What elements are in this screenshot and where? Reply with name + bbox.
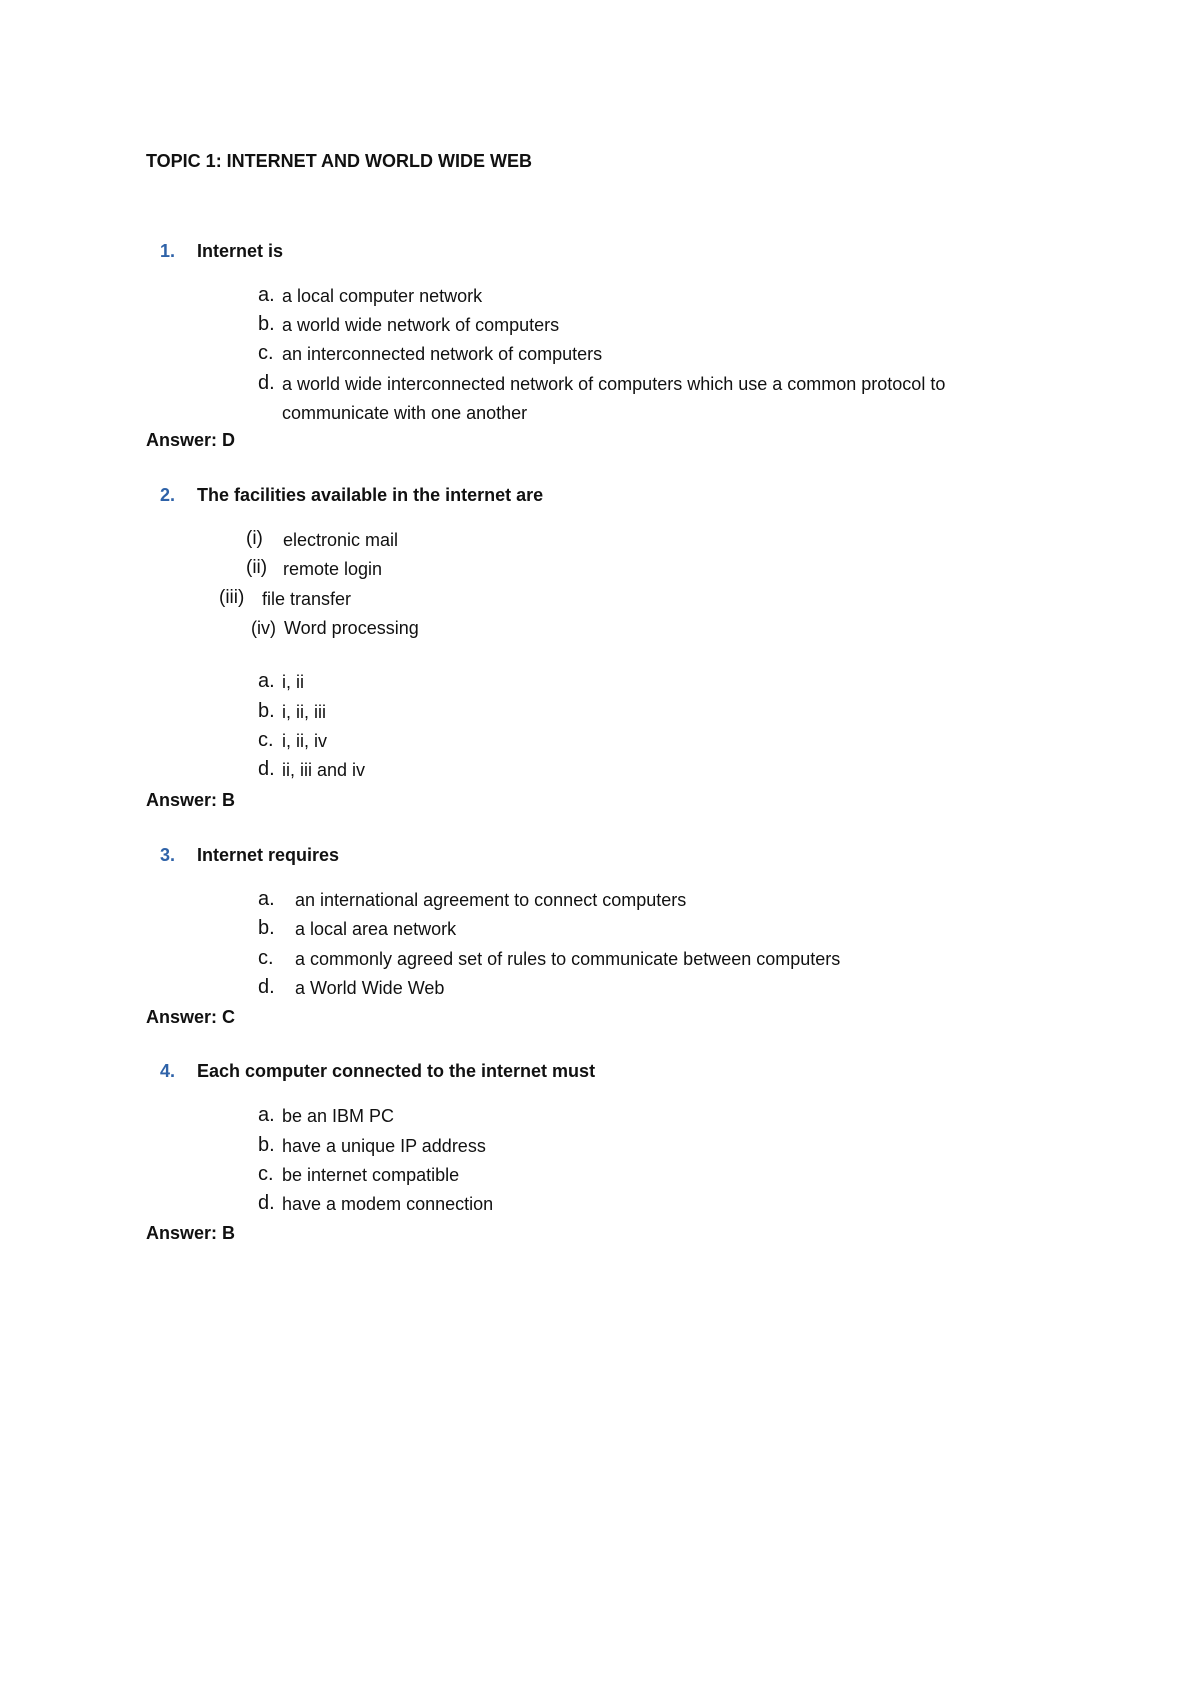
option-text: a local computer network [282, 286, 483, 306]
option-text: i, ii, iv [282, 731, 327, 751]
item-text: remote login [283, 559, 383, 579]
item-label: (iv) [251, 618, 276, 638]
question-text: Each computer connected to the internet must [197, 1061, 596, 1081]
option-label: d. [258, 372, 275, 394]
question-number: 3. [160, 845, 176, 865]
item-text: file transfer [262, 589, 352, 609]
answer-text: Answer: C [146, 1007, 236, 1027]
option-text: an international agreement to connect computers [295, 890, 687, 910]
question-number: 1. [160, 241, 176, 261]
option-label: b. [258, 313, 275, 335]
option-text: a World Wide Web [295, 978, 445, 998]
option-text: i, ii, iii [282, 702, 326, 722]
option-text: an interconnected network of computers [282, 344, 603, 364]
question-number: 2. [160, 485, 176, 505]
question-number: 4. [160, 1061, 176, 1081]
option-text: ii, iii and iv [282, 760, 366, 780]
option-text: a world wide interconnected network of computers which use a common protocol to [282, 374, 946, 394]
option-label: b. [258, 917, 275, 939]
option-text: have a modem connection [282, 1194, 494, 1214]
option-text: a world wide network of computers [282, 315, 560, 335]
item-label: (i) [246, 528, 263, 549]
question-text: The facilities available in the internet are [197, 485, 544, 505]
option-label: b. [258, 700, 275, 722]
option-text: i, ii [282, 672, 304, 692]
option-label: b. [258, 1134, 275, 1156]
option-label: a. [258, 670, 275, 692]
option-label: d. [258, 758, 275, 780]
item-label: (ii) [246, 557, 268, 578]
answer-text: Answer: B [146, 790, 236, 810]
option-text: have a unique IP address [282, 1136, 486, 1156]
option-text-continuation: communicate with one another [282, 403, 528, 423]
option-label: a. [258, 284, 275, 306]
option-label: d. [258, 1192, 275, 1214]
option-label: c. [258, 342, 274, 364]
option-label: c. [258, 729, 274, 751]
answer-text: Answer: D [146, 430, 236, 450]
item-label: (iii) [219, 587, 245, 608]
option-text: a local area network [295, 919, 457, 939]
question-text: Internet requires [197, 845, 340, 865]
option-text: a commonly agreed set of rules to communicate between computers [295, 949, 841, 969]
page-title: TOPIC 1: INTERNET AND WORLD WIDE WEB [146, 151, 532, 171]
option-text: be an IBM PC [282, 1106, 395, 1126]
question-text: Internet is [197, 241, 284, 261]
option-label: a. [258, 1104, 275, 1126]
option-label: a. [258, 888, 275, 910]
option-label: d. [258, 976, 275, 998]
option-text: be internet compatible [282, 1165, 460, 1185]
item-text: Word processing [284, 618, 419, 638]
item-text: electronic mail [283, 530, 399, 550]
answer-text: Answer: B [146, 1223, 236, 1243]
option-label: c. [258, 947, 274, 969]
option-label: c. [258, 1163, 274, 1185]
